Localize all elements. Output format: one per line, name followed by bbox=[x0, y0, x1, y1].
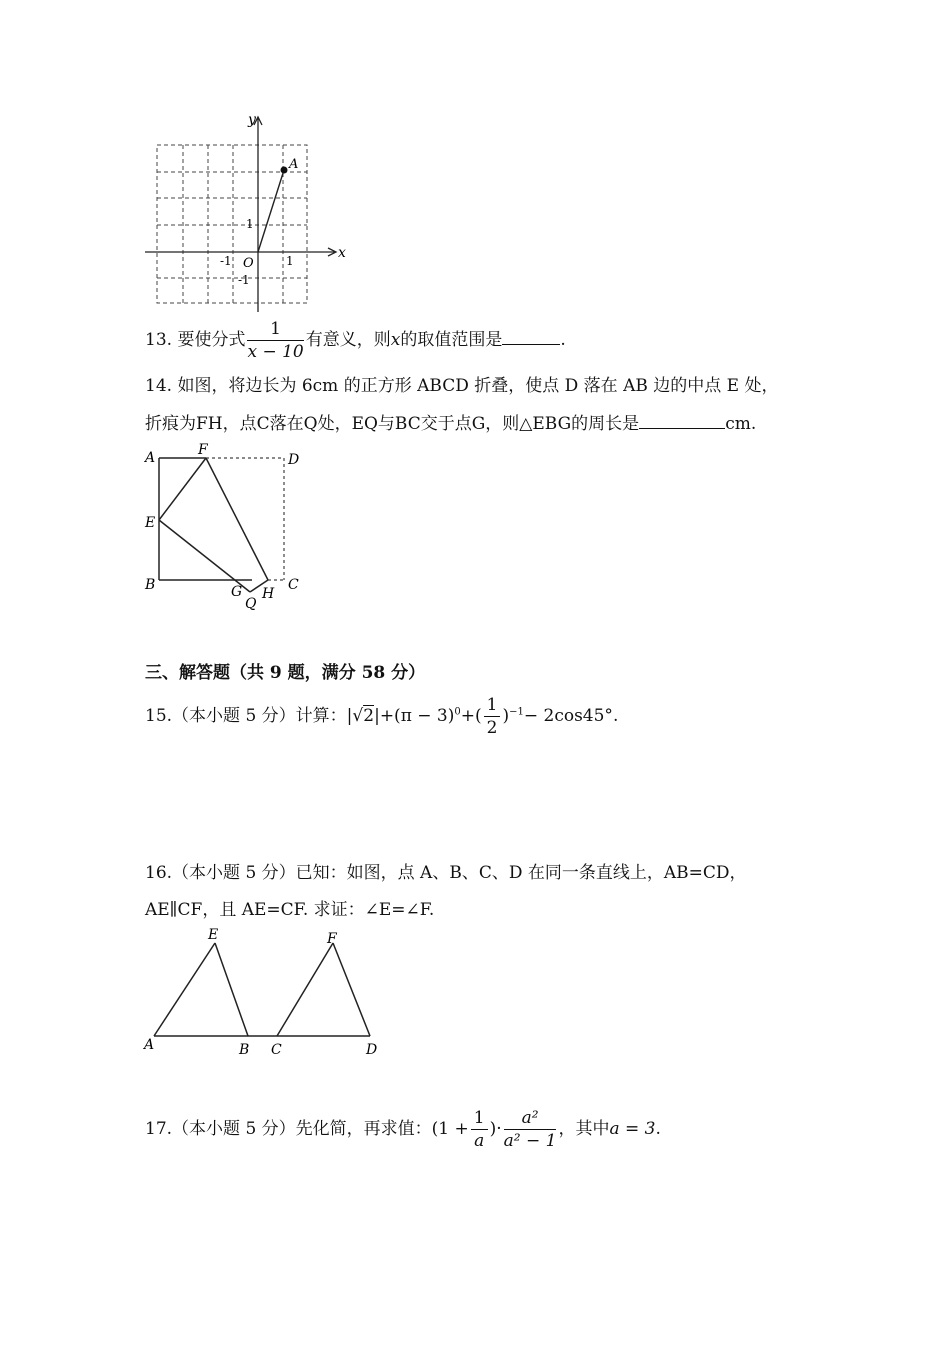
square-outline-solid bbox=[159, 458, 252, 580]
q13-end: . bbox=[560, 330, 566, 350]
point-a-label: A bbox=[289, 157, 299, 172]
q13-answer-blank[interactable] bbox=[502, 327, 560, 345]
q15-frac-num: 1 bbox=[484, 694, 501, 717]
question-13 bbox=[145, 318, 566, 363]
q17-f2-den: a² − 1 bbox=[503, 1131, 557, 1151]
label-f: F bbox=[327, 931, 337, 947]
q14-unit: cm. bbox=[725, 414, 757, 434]
q17-f1-num: 1 bbox=[471, 1107, 488, 1130]
q17-end: . bbox=[655, 1119, 661, 1139]
q15-abs-close: | bbox=[374, 706, 380, 726]
tick-y-neg1: -1 bbox=[238, 273, 250, 287]
folded-square-figure bbox=[140, 442, 315, 612]
q17-f2-num: a² bbox=[504, 1107, 557, 1130]
origin-label: O bbox=[243, 256, 254, 271]
q15-frac-den: 2 bbox=[486, 718, 498, 738]
q13-fraction bbox=[247, 318, 303, 363]
q15-prefix: 15.（本小题 5 分）计算： bbox=[145, 706, 347, 726]
question-14-line2 bbox=[145, 411, 756, 436]
question-16-line1: 16.（本小题 5 分）已知：如图，点 A、B、C、D 在同一条直线上，AB=CD， bbox=[145, 863, 747, 883]
label-a: A bbox=[144, 1037, 155, 1053]
q15-close-paren: ) bbox=[502, 706, 510, 726]
q15-plus-paren: +( bbox=[460, 706, 482, 726]
coordinate-grid-figure bbox=[140, 110, 360, 315]
q15-radicand: 2 bbox=[363, 706, 375, 726]
q13-text-after: 的取值范围是 bbox=[400, 330, 503, 350]
label-c: C bbox=[271, 1042, 282, 1058]
q13-text-before: 要使分式 bbox=[177, 330, 246, 350]
label-e: E bbox=[145, 515, 156, 531]
label-a: A bbox=[145, 450, 156, 466]
question-16-line2: AE∥CF，且 AE=CF. 求证：∠E=∠F. bbox=[145, 900, 435, 920]
label-f: F bbox=[198, 442, 208, 458]
fold-lines bbox=[159, 458, 268, 592]
q13-frac-num: 1 bbox=[247, 318, 303, 341]
q15-abs-open: | bbox=[346, 706, 353, 726]
label-g: G bbox=[231, 584, 243, 600]
q13-var: x bbox=[390, 330, 401, 350]
label-c: C bbox=[288, 577, 299, 593]
label-q: Q bbox=[245, 596, 257, 612]
q14-answer-blank[interactable] bbox=[639, 411, 725, 429]
q13-frac-den: x − 10 bbox=[247, 342, 304, 362]
q15-exp0: 0 bbox=[454, 706, 461, 718]
q15-end: . bbox=[612, 706, 619, 726]
label-h: H bbox=[262, 586, 275, 602]
triangle-lines bbox=[154, 943, 370, 1036]
section-3-heading: 三、解答题（共 9 题，满分 58 分） bbox=[145, 663, 426, 683]
q15-exp-neg1: −1 bbox=[509, 706, 524, 718]
label-d: D bbox=[288, 452, 300, 468]
label-d: D bbox=[366, 1042, 378, 1058]
q17-prefix: 17.（本小题 5 分）先化简，再求值： bbox=[145, 1119, 432, 1139]
question-17 bbox=[145, 1107, 661, 1152]
question-15 bbox=[145, 694, 618, 739]
q17-cond: a = 3 bbox=[609, 1119, 656, 1139]
q15-tail: − 2cos45° bbox=[523, 706, 613, 726]
question-14-line1: 14. 如图，将边长为 6cm 的正方形 ABCD 折叠，使点 D 落在 AB 边的中点 E 处， bbox=[145, 376, 779, 396]
q15-term2: +(π − 3) bbox=[379, 706, 455, 726]
point-a-dot bbox=[281, 167, 288, 174]
q17-f1-den: a bbox=[474, 1131, 485, 1151]
tick-x-neg1: -1 bbox=[220, 254, 232, 268]
q17-suffix: ，其中 bbox=[558, 1119, 610, 1139]
q15-fraction bbox=[484, 694, 501, 739]
label-b: B bbox=[145, 577, 156, 593]
x-axis-label: x bbox=[338, 245, 346, 261]
q17-open: (1 + bbox=[431, 1119, 469, 1139]
q17-fraction-2 bbox=[504, 1107, 557, 1152]
q13-text-middle: 有意义，则 bbox=[305, 330, 391, 350]
tick-y-pos1: 1 bbox=[246, 217, 254, 231]
segment-oa bbox=[258, 170, 284, 252]
q14-line2-text: 折痕为FH，点C落在Q处，EQ与BC交于点G，则△EBG的周长是 bbox=[145, 414, 640, 434]
label-b: B bbox=[239, 1042, 250, 1058]
two-triangles-figure bbox=[140, 922, 390, 1062]
y-axis-label: y bbox=[248, 112, 256, 128]
q15-sqrt-sign: √ bbox=[352, 706, 364, 726]
q17-close-dot: )· bbox=[489, 1119, 502, 1139]
square-outline-dashed bbox=[206, 458, 284, 580]
q13-number: 13. bbox=[145, 330, 173, 350]
q17-fraction-1 bbox=[471, 1107, 488, 1152]
label-e: E bbox=[208, 927, 219, 943]
tick-x-pos1: 1 bbox=[286, 254, 294, 268]
